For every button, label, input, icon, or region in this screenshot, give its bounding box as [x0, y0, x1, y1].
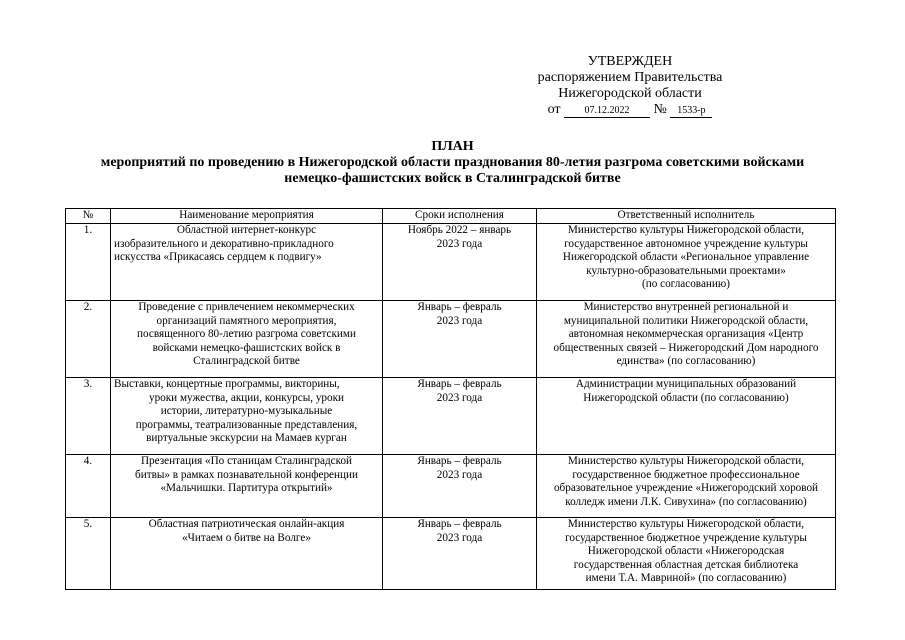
approval-heading: УТВЕРЖДЕН [587, 54, 673, 69]
executor-line: Администрации муниципальных образований [575, 378, 797, 390]
executor-line: государственное автономное учреждение культуры [564, 237, 808, 250]
row-executor [537, 224, 836, 301]
period-line: Ноябрь 2022 – январь [407, 224, 512, 236]
period-line: 2023 года [436, 468, 483, 481]
table-row [66, 224, 836, 301]
row-period [383, 378, 537, 455]
activity-line: Областной интернет-конкурс [176, 224, 317, 236]
period-line: Январь – февраль [417, 455, 502, 467]
row-executor [537, 455, 836, 518]
plan-subtitle-line-1: мероприятий по проведению в Нижегородской области празднования 80-летия разгрома советскими войсками [100, 155, 805, 170]
row-number: 1. [66, 224, 111, 301]
activity-line: «Читаем о битве на Волге» [182, 531, 311, 544]
table-row [66, 301, 836, 378]
row-number: 5. [66, 518, 111, 590]
document-title [0, 139, 905, 187]
header-activity: Наименование мероприятия [111, 209, 383, 224]
activity-line: истории, литературно-музыкальные [160, 405, 333, 418]
executor-line: культурно-образовательными проектами» [586, 264, 786, 277]
executor-line: государственное бюджетное профессиональное [572, 468, 800, 481]
from-label: от [547, 102, 561, 117]
row-executor [537, 378, 836, 455]
row-activity [111, 455, 383, 518]
activity-line: изобразительного и декоративно-прикладного [114, 237, 334, 250]
activity-line: программы, театрализованные представления, [135, 418, 358, 431]
table-row [66, 378, 836, 455]
row-activity [111, 224, 383, 301]
activity-line: войсками немецко-фашистских войск в [152, 341, 341, 354]
activity-line: Проведение с привлечением некоммерческих [138, 301, 355, 313]
row-number: 2. [66, 301, 111, 378]
row-period [383, 455, 537, 518]
executor-line: автономная некоммерческая организация «Центр [568, 328, 804, 341]
executor-line: Нижегородской области (по согласованию) [583, 391, 789, 404]
row-activity [111, 378, 383, 455]
activity-line: Презентация «По станицам Сталинградской [140, 455, 353, 467]
executor-line: единства» (по согласованию) [616, 355, 756, 368]
period-line: 2023 года [436, 531, 483, 544]
approval-line-2: распоряжением Правительства [537, 70, 723, 85]
activity-line: Выставки, концертные программы, викторины, [114, 378, 340, 390]
approval-line-3: Нижегородской области [558, 86, 702, 101]
activity-line: посвященного 80-летию разгрома советскими [137, 328, 356, 341]
approval-date-line [530, 102, 730, 118]
header-executor: Ответственный исполнитель [537, 209, 836, 224]
executor-line: (по согласованию) [642, 278, 730, 291]
row-executor [537, 301, 836, 378]
table-row [66, 518, 836, 590]
activity-line: организаций памятного мероприятия, [156, 314, 337, 327]
row-executor [537, 518, 836, 590]
period-line: 2023 года [436, 314, 483, 327]
executor-line: Нижегородской области «Нижегородская [587, 545, 785, 558]
number-label: № [653, 102, 667, 117]
activity-line: Областная патриотическая онлайн-акция [148, 518, 345, 530]
header-number: № [66, 209, 111, 224]
approval-date: 07.12.2022 [564, 105, 650, 118]
header-period: Сроки исполнения [383, 209, 537, 224]
executor-line: Министерство культуры Нижегородской области, [567, 455, 805, 467]
row-period [383, 224, 537, 301]
activity-line: искусства «Прикасаясь сердцем к подвигу» [114, 251, 322, 264]
period-line: Январь – февраль [417, 518, 502, 530]
activity-line: битвы» в рамках познавательной конференции [135, 468, 358, 481]
activity-line: «Мальчишки. Партитура открытий» [160, 482, 333, 495]
period-line: 2023 года [436, 237, 483, 250]
row-number: 4. [66, 455, 111, 518]
executor-line: колледж имени Л.К. Сивухина» (по согласованию) [565, 495, 807, 508]
period-line: Январь – февраль [417, 301, 502, 313]
period-line: Январь – февраль [417, 378, 502, 390]
period-line: 2023 года [436, 391, 483, 404]
plan-heading: ПЛАН [431, 139, 474, 154]
executor-line: общественных связей – Нижегородский Дом народного [553, 341, 819, 354]
executor-line: имени Т.А. Мавриной» (по согласованию) [585, 572, 787, 585]
activity-line: Сталинградской битве [193, 355, 300, 368]
activity-line: уроки мужества, акции, конкурсы, уроки [148, 391, 345, 404]
executor-line: муниципальной политики Нижегородской области, [563, 314, 809, 327]
executor-line: образовательное учреждение «Нижегородский хоровой [553, 482, 819, 495]
table-row [66, 455, 836, 518]
executor-line: государственное бюджетное учреждение культуры [565, 531, 807, 544]
plan-subtitle-line-2: немецко-фашистских войск в Сталинградской битве [284, 171, 621, 186]
executor-line: Нижегородской области «Региональное управление [562, 251, 810, 264]
row-period [383, 518, 537, 590]
executor-line: Министерство культуры Нижегородской области, [567, 518, 805, 530]
approval-block [530, 54, 730, 118]
table-header-row [66, 209, 836, 224]
row-activity [111, 301, 383, 378]
executor-line: Министерство внутренней региональной и [583, 301, 789, 313]
plan-table [65, 208, 836, 590]
approval-number: 1533-р [670, 105, 712, 118]
executor-line: Министерство культуры Нижегородской области, [567, 224, 805, 236]
row-period [383, 301, 537, 378]
row-number: 3. [66, 378, 111, 455]
activity-line: виртуальные экскурсии на Мамаев курган [146, 432, 347, 445]
row-activity [111, 518, 383, 590]
executor-line: государственная областная детская библиотека [573, 558, 799, 571]
